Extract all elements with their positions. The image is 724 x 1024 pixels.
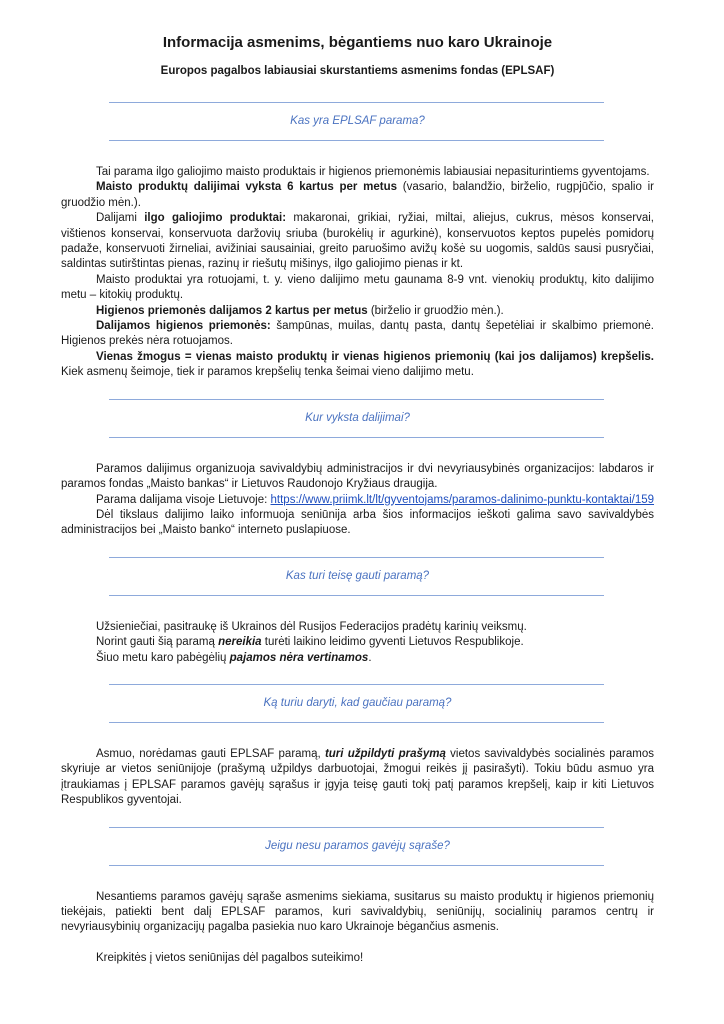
paragraph: Vienas žmogus = vienas maisto produktų ir vienas higienos priemonių (kai jos dalijamos) krepšelis. Kiek asmenų šeimoje, tiek ir paramos krepšelių tenka šeimai vieno dalijimo metu.: [61, 350, 654, 379]
paragraph: Dėl tikslaus dalijimo laiko informuoja seniūnija arba šios informacijos ieškoti galima savo savivaldybės administracijos bei „Maisto banko“ interneto puslapiuose.: [61, 508, 654, 537]
section-heading-what-is: Kas yra EPLSAF parama?: [290, 115, 425, 127]
paragraph: Užsieniečiai, pasitraukę iš Ukrainos dėl Rusijos Federacijos pradėtų karinių veiksmų.: [96, 620, 527, 633]
section-heading-not-on-list: Jeigu nesu paramos gavėjų sąraše?: [265, 839, 450, 852]
section-body-what-is: [61, 165, 654, 381]
section-divider: [109, 437, 604, 438]
document-subtitle: Europos pagalbos labiausiai skurstantiems asmenims fondas (EPLSAF): [160, 65, 555, 77]
paragraph: Parama dalijama visoje Lietuvoje: https://www.priimk.lt/lt/gyventojams/paramos-dalinimo-punktu-kontaktai/159: [96, 493, 655, 506]
section-divider: [109, 722, 604, 723]
paragraph: Dalijamos higienos priemonės: šampūnas, muilas, dantų pasta, dantų šepetėliai ir skalbimo priemonė. Higienos prekės nėra rotuojamos.: [61, 320, 654, 348]
paragraph: Maisto produktų dalijimai vyksta 6 kartus per metus (vasario, balandžio, birželio, rugpjūčio, spalio ir gruodžio mėn.).: [61, 181, 654, 209]
section-heading-eligibility: Kas turi teisę gauti paramą?: [285, 569, 430, 582]
section-divider: [109, 865, 604, 866]
section-divider: [109, 684, 604, 685]
section-divider: [109, 102, 604, 103]
section-body-eligibility: [61, 620, 654, 666]
closing-call-to-action: Kreipkitės į vietos seniūnijas dėl pagalbos suteikimo!: [96, 951, 364, 964]
section-divider: [109, 140, 604, 141]
paragraph: Norint gauti šią paramą nereikia turėti laikino leidimo gyventi Lietuvos Respublikoje.: [96, 636, 524, 649]
paragraph: Dalijami ilgo galiojimo produktai: makaronai, grikiai, ryžiai, miltai, aliejus, cukrus, mėsos konservai, vištienos konservai, konservuota daržovių sriuba (burokėlių ir agurkinė), konservuotos keptos pupelės pomidorų padaže, konservuoti žirneliai, avižiniai sausainiai, greito paruošimo avižų košė su uogomis, saldūs sausi pusryčiai, saldintas sutirštintas pienas, razinų ir riešutų mišinys, ilgo galiojimo pienas ir kt.: [61, 212, 654, 271]
section-heading-how-to-apply: Ką turiu daryti, kad gaučiau paramą?: [263, 696, 452, 709]
paragraph: Tai parama ilgo galiojimo maisto produktais ir higienos priemonėmis labiausiai nepasiturintiems gyventojams.: [96, 166, 650, 178]
section-body-where: [61, 462, 654, 539]
paragraph: Asmuo, norėdamas gauti EPLSAF paramą, turi užpildyti prašymą vietos savivaldybės socialinės paramos skyriuje ar vietos seniūnijoje (prašymą užpildys darbuotojai, žmogui reikės jį pasirašyti). Tokiu būdu asmuo yra įtraukiamas į EPLSAF paramos gavėjų sąrašus ir įgyja teisę gauti tokį patį paramos krepšelį, kaip ir kiti Lietuvos Respublikos gyventojai.: [61, 747, 654, 807]
paragraph: Šiuo metu karo pabėgėlių pajamos nėra vertinamos.: [96, 651, 372, 664]
paragraph: Higienos priemonės dalijamos 2 kartus per metus (birželio ir gruodžio mėn.).: [96, 304, 504, 317]
paragraph: Paramos dalijimus organizuoja savivaldybių administracijos ir dvi nevyriausybinės organizacijos: labdaros ir paramos fondas „Maisto bankas“ ir Lietuvos Raudonojo Kryžiaus draugija.: [61, 462, 654, 491]
section-body-how-to-apply: [61, 747, 654, 809]
document-title: Informacija asmenims, bėgantiems nuo karo Ukrainoje: [162, 34, 553, 51]
paragraph: Maisto produktai yra rotuojami, t. y. vieno dalijimo metu gaunama 8-9 vnt. vienokių produktų, kito dalijimo metu – kitokių produktų.: [61, 273, 654, 302]
paragraph: Nesantiems paramos gavėjų sąraše asmenims siekiama, susitarus su maisto produktų ir higienos priemonių tiekėjais, patiekti bent dalį EPLSAF paramos, kuri savivaldybių, seniūnijų, socialinių paramos centrų ir nevyriausybinių organizacijų pagalba pasiekia nuo karo Ukrainoje bėgančius asmenis.: [61, 890, 654, 934]
section-divider: [109, 399, 604, 400]
section-heading-where: Kur vyksta dalijimai?: [305, 411, 410, 424]
section-body-not-on-list: [61, 890, 654, 967]
section-divider: [109, 827, 604, 828]
distribution-points-link[interactable]: https://www.priimk.lt/lt/gyventojams/paramos-dalinimo-punktu-kontaktai/159: [270, 493, 655, 506]
section-divider: [109, 595, 604, 596]
section-divider: [109, 557, 604, 558]
